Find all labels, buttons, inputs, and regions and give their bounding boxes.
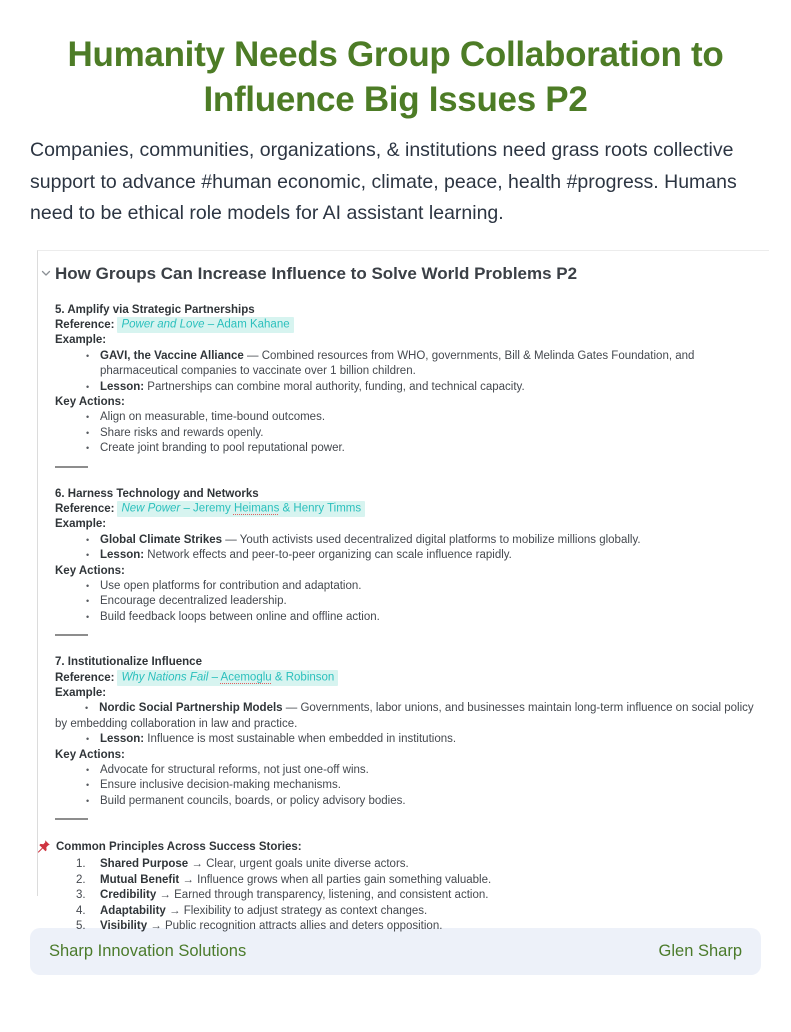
list-number: 4. — [76, 904, 86, 917]
toggle-section-header[interactable] — [40, 263, 763, 284]
section-heading: 6. Harness Technology and Networks — [55, 487, 259, 500]
bullet-dot: • — [86, 780, 90, 791]
reference-link[interactable]: Power and Love – Adam Kahane — [117, 317, 293, 333]
section-heading: 5. Amplify via Strategic Partnerships — [55, 303, 255, 316]
chevron-down-icon[interactable] — [40, 267, 52, 279]
bullet-dot: • — [86, 795, 90, 806]
section-5 — [55, 303, 763, 468]
bullet-dot: • — [86, 611, 90, 622]
example-label: Example: — [55, 518, 107, 531]
reference-label: Reference: — [55, 318, 115, 331]
reference-line — [55, 318, 763, 333]
bullet-dot: • — [86, 734, 90, 745]
list-item: 4. Adaptability → Flexibility to adjust strategy as context changes. — [55, 904, 763, 919]
list-item: • Build permanent councils, boards, or policy advisory bodies. — [55, 794, 763, 809]
key-actions-label: Key Actions: — [55, 395, 125, 408]
section-divider — [55, 634, 88, 636]
page-title-line1: Humanity Needs Group Collaboration to — [67, 35, 724, 74]
list-item: • Align on measurable, time-bound outcomes. — [55, 410, 763, 425]
bullet-dot: • — [86, 381, 90, 392]
bullet-dot: • — [86, 412, 90, 423]
list-number: 1. — [76, 858, 86, 871]
reference-link[interactable]: New Power – Jeremy Heimans & Henry Timms — [117, 501, 365, 517]
list-item: 2. Mutual Benefit → Influence grows when all parties gain something valuable. — [55, 873, 763, 888]
list-item: • Create joint branding to pool reputational power. — [55, 441, 763, 456]
list-item: • Lesson: Influence is most sustainable when embedded in institutions. — [55, 732, 763, 747]
list-item: • Share risks and rewards openly. — [55, 426, 763, 441]
reference-label: Reference: — [55, 671, 115, 684]
bullet-dot: • — [86, 443, 90, 454]
key-actions-label: Key Actions: — [55, 564, 125, 577]
principles-list — [55, 857, 763, 934]
page-title-line2: Influence Big Issues P2 — [203, 80, 588, 119]
reference-line — [55, 502, 763, 517]
section-divider — [55, 466, 88, 468]
list-item: • Lesson: Network effects and peer-to-peer organizing can scale influence rapidly. — [55, 548, 763, 563]
list-item: • Global Climate Strikes — Youth activists used decentralized digital platforms to mobilize millions globally. — [55, 533, 763, 548]
bullet-dot: • — [86, 534, 90, 545]
list-item: • Encourage decentralized leadership. — [55, 594, 763, 609]
bullet-dot: • — [86, 427, 90, 438]
footer-author: Glen Sharp — [658, 941, 742, 960]
list-item: • Nordic Social Partnership Models — Governments, labor unions, and businesses maintain long-term influence on social policy by embedding collaboration in law and practice. — [55, 702, 754, 730]
list-number: 3. — [76, 889, 86, 902]
list-item: • Use open platforms for contribution and adaptation. — [55, 579, 763, 594]
bullet-dot: • — [86, 350, 90, 361]
list-item: • Ensure inclusive decision-making mechanisms. — [55, 778, 763, 793]
section-7 — [55, 655, 763, 820]
bullet-dot: • — [86, 581, 90, 591]
example-label: Example: — [55, 334, 107, 347]
list-item: 3. Credibility → Earned through transparency, listening, and consistent action. — [55, 888, 763, 903]
principles-heading-label: Common Principles Across Success Stories: — [56, 840, 302, 853]
pushpin-icon — [35, 839, 51, 855]
reference-line — [55, 671, 763, 686]
bullet-dot: • — [86, 765, 90, 776]
page-subtitle: Companies, communities, organizations, & institutions need grass roots collective support to advance #human economic, climate, peace, health #progress. Humans need to be ethical role models for AI assistant learning. — [30, 139, 737, 224]
example-label: Example: — [55, 687, 107, 700]
reference-link[interactable]: Why Nations Fail – Acemoglu & Robinson — [117, 670, 338, 686]
section-divider — [55, 818, 88, 820]
list-number: 5. — [76, 919, 86, 932]
list-item: • Lesson: Partnerships can combine moral authority, funding, and technical capacity. — [55, 380, 763, 395]
reference-label: Reference: — [55, 502, 115, 515]
list-item: • Advocate for structural reforms, not just one-off wins. — [55, 763, 763, 778]
footer-bar — [30, 928, 761, 975]
common-principles — [55, 839, 763, 934]
footer-company: Sharp Innovation Solutions — [49, 941, 247, 960]
page-title — [26, 32, 765, 122]
list-item: • GAVI, the Vaccine Alliance — Combined resources from WHO, governments, Bill & Melinda Gates Foundation, and pharmaceutical companies to vaccinate over 1 billion children. — [86, 349, 695, 378]
list-item: • Build feedback loops between online and offline action. — [55, 610, 763, 625]
bullet-dot: • — [85, 703, 89, 714]
section-heading: 7. Institutionalize Influence — [55, 656, 202, 669]
document-body — [37, 250, 769, 932]
list-item: 1. Shared Purpose → Clear, urgent goals unite diverse actors. — [55, 857, 763, 872]
list-number: 2. — [76, 873, 86, 886]
key-actions-label: Key Actions: — [55, 748, 125, 761]
bullet-dot: • — [86, 596, 90, 607]
list-item: 5. Visibility → Public recognition attracts allies and deters opposition. — [55, 919, 763, 934]
section-6 — [55, 487, 763, 637]
bullet-dot: • — [86, 550, 90, 561]
principles-heading — [35, 839, 763, 855]
section-header-label: How Groups Can Increase Influence to Solve World Problems P2 — [55, 263, 578, 283]
